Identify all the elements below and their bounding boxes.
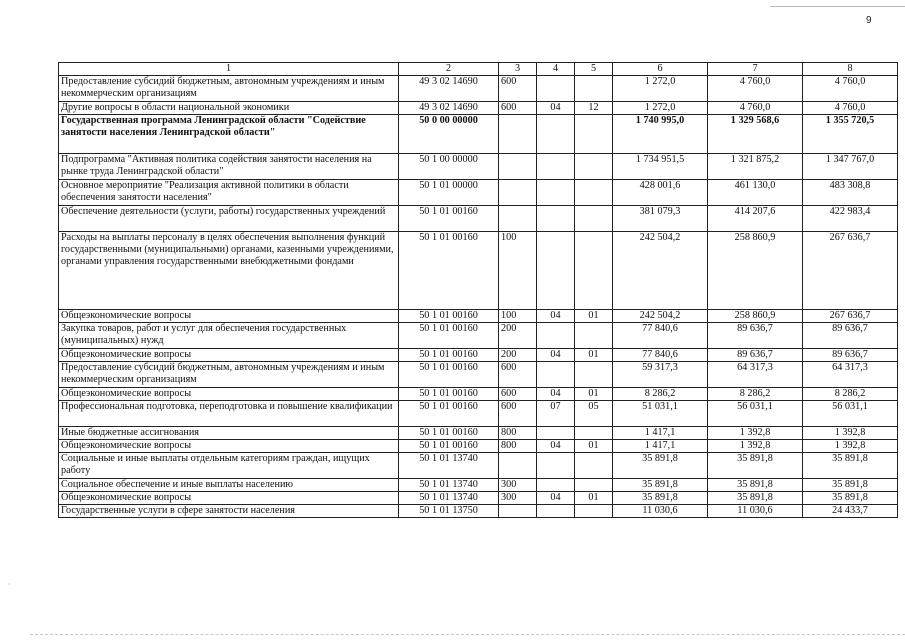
cell-pr <box>575 180 613 206</box>
cell-v2: 89 636,7 <box>708 323 803 349</box>
cell-code: 50 1 01 00160 <box>399 401 499 427</box>
cell-v1: 428 001,6 <box>613 180 708 206</box>
cell-code: 50 1 01 00160 <box>399 349 499 362</box>
table-row <box>59 206 898 232</box>
header-cell: 4 <box>537 63 575 76</box>
cell-v2: 4 760,0 <box>708 76 803 102</box>
cell-rz <box>537 479 575 492</box>
cell-v2: 1 321 875,2 <box>708 154 803 180</box>
cell-rz <box>537 323 575 349</box>
cell-v1: 1 417,1 <box>613 440 708 453</box>
table-row <box>59 388 898 401</box>
cell-v1: 35 891,8 <box>613 492 708 505</box>
table-row <box>59 453 898 479</box>
table-row <box>59 232 898 310</box>
cell-v2: 1 392,8 <box>708 427 803 440</box>
cell-v2: 1 329 568,6 <box>708 115 803 154</box>
cell-code: 50 1 01 00160 <box>399 232 499 310</box>
cell-vr: 300 <box>499 492 537 505</box>
cell-v2: 35 891,8 <box>708 453 803 479</box>
cell-v3: 4 760,0 <box>803 102 898 115</box>
cell-vr <box>499 206 537 232</box>
cell-name: Закупка товаров, работ и услуг для обеспечения государственных (муниципальных) нужд <box>59 323 399 349</box>
cell-pr <box>575 427 613 440</box>
scan-edge-line <box>30 634 905 635</box>
cell-v1: 11 030,6 <box>613 505 708 518</box>
cell-name: Предоставление субсидий бюджетным, автономным учреждениям и иным некоммерческим организациям <box>59 362 399 388</box>
cell-code: 50 1 01 00160 <box>399 427 499 440</box>
cell-v3: 483 308,8 <box>803 180 898 206</box>
cell-v1: 1 417,1 <box>613 427 708 440</box>
cell-pr: 01 <box>575 440 613 453</box>
cell-vr: 300 <box>499 479 537 492</box>
cell-v2: 35 891,8 <box>708 492 803 505</box>
cell-v3: 35 891,8 <box>803 492 898 505</box>
cell-code: 50 1 01 00160 <box>399 388 499 401</box>
table-row <box>59 154 898 180</box>
table-row <box>59 492 898 505</box>
cell-code: 50 1 01 13740 <box>399 453 499 479</box>
cell-name: Иные бюджетные ассигнования <box>59 427 399 440</box>
cell-vr: 800 <box>499 440 537 453</box>
cell-v3: 267 636,7 <box>803 232 898 310</box>
cell-rz: 04 <box>537 492 575 505</box>
table-row <box>59 102 898 115</box>
header-cell: 8 <box>803 63 898 76</box>
cell-name: Предоставление субсидий бюджетным, автономным учреждениям и иным некоммерческим организациям <box>59 76 399 102</box>
cell-pr <box>575 232 613 310</box>
cell-v3: 89 636,7 <box>803 323 898 349</box>
cell-v3: 8 286,2 <box>803 388 898 401</box>
table-row <box>59 323 898 349</box>
header-cell: 6 <box>613 63 708 76</box>
cell-name: Общеэкономические вопросы <box>59 440 399 453</box>
cell-v1: 8 286,2 <box>613 388 708 401</box>
cell-rz: 04 <box>537 102 575 115</box>
cell-pr: 05 <box>575 401 613 427</box>
table-row <box>59 505 898 518</box>
cell-vr: 600 <box>499 102 537 115</box>
cell-name: Социальные и иные выплаты отдельным категориям граждан, ищущих работу <box>59 453 399 479</box>
cell-v1: 59 317,3 <box>613 362 708 388</box>
cell-v2: 89 636,7 <box>708 349 803 362</box>
cell-vr <box>499 453 537 479</box>
cell-v3: 64 317,3 <box>803 362 898 388</box>
cell-v1: 35 891,8 <box>613 453 708 479</box>
cell-rz: 04 <box>537 440 575 453</box>
budget-table <box>58 62 898 518</box>
cell-rz <box>537 206 575 232</box>
header-cell: 7 <box>708 63 803 76</box>
table-header-row <box>59 63 898 76</box>
cell-v1: 242 504,2 <box>613 310 708 323</box>
table-body <box>59 63 898 518</box>
cell-code: 50 1 01 00160 <box>399 440 499 453</box>
scan-edge-line <box>770 6 905 7</box>
cell-v2: 258 860,9 <box>708 232 803 310</box>
cell-vr: 800 <box>499 427 537 440</box>
table-row <box>59 310 898 323</box>
cell-rz <box>537 453 575 479</box>
cell-rz <box>537 232 575 310</box>
cell-vr: 100 <box>499 232 537 310</box>
cell-vr: 200 <box>499 349 537 362</box>
cell-code: 50 1 01 13750 <box>399 505 499 518</box>
cell-pr <box>575 479 613 492</box>
table-row <box>59 115 898 154</box>
table-row <box>59 427 898 440</box>
cell-v1: 77 840,6 <box>613 349 708 362</box>
cell-v1: 51 031,1 <box>613 401 708 427</box>
cell-rz <box>537 180 575 206</box>
cell-v3: 1 347 767,0 <box>803 154 898 180</box>
table-row <box>59 349 898 362</box>
cell-v3: 56 031,1 <box>803 401 898 427</box>
table-row <box>59 180 898 206</box>
cell-name: Государственные услуги в сфере занятости населения <box>59 505 399 518</box>
header-cell: 3 <box>499 63 537 76</box>
cell-code: 50 1 01 00160 <box>399 310 499 323</box>
header-cell: 2 <box>399 63 499 76</box>
cell-v2: 258 860,9 <box>708 310 803 323</box>
cell-code: 50 0 00 00000 <box>399 115 499 154</box>
cell-v2: 8 286,2 <box>708 388 803 401</box>
cell-pr <box>575 154 613 180</box>
cell-name: Другие вопросы в области национальной экономики <box>59 102 399 115</box>
cell-name: Общеэкономические вопросы <box>59 349 399 362</box>
cell-rz: 04 <box>537 310 575 323</box>
cell-v3: 1 392,8 <box>803 440 898 453</box>
cell-pr: 01 <box>575 492 613 505</box>
cell-code: 50 1 01 13740 <box>399 492 499 505</box>
cell-v2: 414 207,6 <box>708 206 803 232</box>
table-row <box>59 440 898 453</box>
cell-vr <box>499 115 537 154</box>
cell-rz <box>537 362 575 388</box>
cell-v1: 242 504,2 <box>613 232 708 310</box>
cell-vr: 600 <box>499 388 537 401</box>
cell-pr: 01 <box>575 349 613 362</box>
cell-code: 50 1 00 00000 <box>399 154 499 180</box>
cell-name: Профессиональная подготовка, переподготовка и повышение квалификации <box>59 401 399 427</box>
cell-name: Государственная программа Ленинградской области "Содействие занятости населения Ленинградской области" <box>59 115 399 154</box>
cell-v3: 1 392,8 <box>803 427 898 440</box>
cell-v3: 24 433,7 <box>803 505 898 518</box>
cell-rz <box>537 427 575 440</box>
table-row <box>59 76 898 102</box>
cell-v2: 11 030,6 <box>708 505 803 518</box>
page-number: 9 <box>866 15 872 26</box>
cell-v2: 56 031,1 <box>708 401 803 427</box>
cell-pr <box>575 76 613 102</box>
cell-v2: 461 130,0 <box>708 180 803 206</box>
scan-mark: · <box>8 580 11 589</box>
cell-name: Обеспечение деятельности (услуги, работы) государственных учреждений <box>59 206 399 232</box>
cell-v3: 89 636,7 <box>803 349 898 362</box>
cell-vr <box>499 505 537 518</box>
cell-vr <box>499 154 537 180</box>
cell-v3: 422 983,4 <box>803 206 898 232</box>
cell-code: 50 1 01 13740 <box>399 479 499 492</box>
cell-name: Социальное обеспечение и иные выплаты населению <box>59 479 399 492</box>
cell-vr: 600 <box>499 362 537 388</box>
cell-pr: 01 <box>575 310 613 323</box>
cell-v3: 4 760,0 <box>803 76 898 102</box>
cell-pr <box>575 115 613 154</box>
cell-rz <box>537 154 575 180</box>
cell-pr <box>575 206 613 232</box>
cell-pr <box>575 453 613 479</box>
cell-rz <box>537 76 575 102</box>
cell-v1: 77 840,6 <box>613 323 708 349</box>
cell-v2: 1 392,8 <box>708 440 803 453</box>
cell-name: Общеэкономические вопросы <box>59 310 399 323</box>
cell-v1: 1 734 951,5 <box>613 154 708 180</box>
cell-code: 49 3 02 14690 <box>399 76 499 102</box>
header-cell: 1 <box>59 63 399 76</box>
cell-code: 49 3 02 14690 <box>399 102 499 115</box>
cell-v2: 64 317,3 <box>708 362 803 388</box>
cell-v3: 1 355 720,5 <box>803 115 898 154</box>
cell-v3: 35 891,8 <box>803 453 898 479</box>
cell-name: Подпрограмма "Активная политика содействия занятости населения на рынке труда Ленинградской области" <box>59 154 399 180</box>
cell-rz: 04 <box>537 388 575 401</box>
cell-v1: 1 272,0 <box>613 102 708 115</box>
cell-vr: 600 <box>499 401 537 427</box>
cell-pr <box>575 362 613 388</box>
table-row <box>59 479 898 492</box>
table-row <box>59 362 898 388</box>
cell-vr: 600 <box>499 76 537 102</box>
cell-name: Основное мероприятие "Реализация активной политики в области обеспечения занятости населения" <box>59 180 399 206</box>
cell-vr: 200 <box>499 323 537 349</box>
cell-pr: 01 <box>575 388 613 401</box>
cell-v1: 35 891,8 <box>613 479 708 492</box>
cell-v1: 1 740 995,0 <box>613 115 708 154</box>
cell-name: Общеэкономические вопросы <box>59 388 399 401</box>
cell-rz: 07 <box>537 401 575 427</box>
cell-code: 50 1 01 00160 <box>399 206 499 232</box>
cell-code: 50 1 01 00000 <box>399 180 499 206</box>
cell-rz <box>537 505 575 518</box>
cell-v1: 381 079,3 <box>613 206 708 232</box>
cell-v3: 267 636,7 <box>803 310 898 323</box>
cell-name: Расходы на выплаты персоналу в целях обеспечения выполнения функций государственными (муниципальными) органами, казенными учреждениями, органами управления государственными внебюджетными фондами <box>59 232 399 310</box>
cell-vr: 100 <box>499 310 537 323</box>
cell-code: 50 1 01 00160 <box>399 362 499 388</box>
cell-vr <box>499 180 537 206</box>
cell-v2: 4 760,0 <box>708 102 803 115</box>
cell-name: Общеэкономические вопросы <box>59 492 399 505</box>
cell-pr: 12 <box>575 102 613 115</box>
cell-rz: 04 <box>537 349 575 362</box>
cell-rz <box>537 115 575 154</box>
cell-v1: 1 272,0 <box>613 76 708 102</box>
cell-code: 50 1 01 00160 <box>399 323 499 349</box>
cell-v2: 35 891,8 <box>708 479 803 492</box>
table-row <box>59 401 898 427</box>
header-cell: 5 <box>575 63 613 76</box>
cell-v3: 35 891,8 <box>803 479 898 492</box>
cell-pr <box>575 323 613 349</box>
cell-pr <box>575 505 613 518</box>
